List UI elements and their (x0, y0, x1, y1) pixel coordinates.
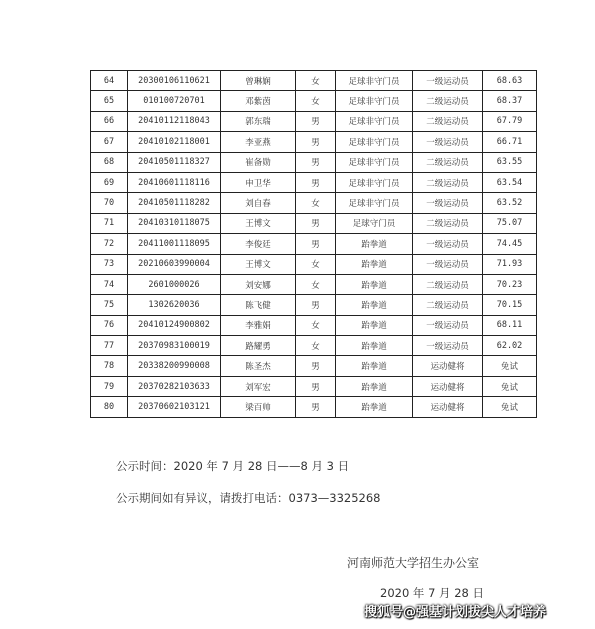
cell-level: 运动健将 (413, 376, 483, 396)
cell-level: 运动健将 (413, 356, 483, 376)
table-row (91, 71, 537, 91)
cell-name: 陈飞健 (221, 295, 296, 315)
cell-score: 63.52 (483, 193, 537, 213)
cell-number: 79 (91, 376, 128, 396)
cell-exam-id: 010100720701 (128, 91, 221, 111)
cell-level: 运动健将 (413, 397, 483, 417)
cell-level: 一级运动员 (413, 234, 483, 254)
cell-exam-id: 20410310118075 (128, 213, 221, 233)
cell-project: 足球守门员 (336, 213, 413, 233)
cell-number: 69 (91, 172, 128, 192)
cell-level: 二级运动员 (413, 152, 483, 172)
table-row (91, 234, 537, 254)
cell-exam-id: 20410501118327 (128, 152, 221, 172)
cell-exam-id: 20210603990004 (128, 254, 221, 274)
cell-level: 一级运动员 (413, 336, 483, 356)
notice-period-text: 公示时间：2020 年 7 月 28 日——8 月 3 日 (116, 459, 350, 473)
cell-name: 曾琳娴 (221, 71, 296, 91)
table-row (91, 111, 537, 131)
cell-gender: 女 (296, 315, 336, 335)
cell-gender: 男 (296, 172, 336, 192)
cell-project: 跆拳道 (336, 274, 413, 294)
cell-exam-id: 20410112118043 (128, 111, 221, 131)
cell-score: 75.07 (483, 213, 537, 233)
cell-exam-id: 20410501118282 (128, 193, 221, 213)
cell-project: 足球非守门员 (336, 111, 413, 131)
cell-score: 免试 (483, 356, 537, 376)
cell-name: 刘自春 (221, 193, 296, 213)
cell-level: 一级运动员 (413, 254, 483, 274)
notice-objection-text: 公示期间如有异议，请拨打电话：0373—3325268 (116, 491, 381, 505)
cell-project: 跆拳道 (336, 376, 413, 396)
cell-gender: 男 (296, 152, 336, 172)
cell-exam-id: 20410124900802 (128, 315, 221, 335)
cell-gender: 男 (296, 356, 336, 376)
cell-gender: 女 (296, 71, 336, 91)
cell-project: 足球非守门员 (336, 152, 413, 172)
cell-project: 跆拳道 (336, 336, 413, 356)
cell-gender: 男 (296, 397, 336, 417)
cell-score: 70.15 (483, 295, 537, 315)
cell-project: 跆拳道 (336, 397, 413, 417)
table-row (91, 213, 537, 233)
table-row (91, 376, 537, 396)
table-row (91, 132, 537, 152)
cell-gender: 女 (296, 193, 336, 213)
cell-project: 足球非守门员 (336, 132, 413, 152)
cell-gender: 男 (296, 376, 336, 396)
source-watermark: 搜狐号@强基计划拔尖人才培养 (364, 605, 547, 620)
cell-number: 73 (91, 254, 128, 274)
cell-gender: 男 (296, 111, 336, 131)
cell-gender: 男 (296, 234, 336, 254)
cell-level: 一级运动员 (413, 132, 483, 152)
table-row (91, 315, 537, 335)
cell-score: 68.11 (483, 315, 537, 335)
cell-name: 路耀勇 (221, 336, 296, 356)
cell-gender: 女 (296, 254, 336, 274)
cell-number: 78 (91, 356, 128, 376)
cell-number: 65 (91, 91, 128, 111)
cell-project: 足球非守门员 (336, 172, 413, 192)
cell-number: 66 (91, 111, 128, 131)
cell-name: 申卫华 (221, 172, 296, 192)
cell-name: 陈圣杰 (221, 356, 296, 376)
cell-level: 二级运动员 (413, 274, 483, 294)
cell-level: 一级运动员 (413, 193, 483, 213)
cell-name: 刘安娜 (221, 274, 296, 294)
cell-exam-id: 20411001118095 (128, 234, 221, 254)
cell-level: 二级运动员 (413, 111, 483, 131)
cell-score: 66.71 (483, 132, 537, 152)
cell-exam-id: 20338200990008 (128, 356, 221, 376)
table-row (91, 91, 537, 111)
cell-project: 足球非守门员 (336, 193, 413, 213)
table-row (91, 397, 537, 417)
cell-gender: 男 (296, 295, 336, 315)
cell-project: 足球非守门员 (336, 91, 413, 111)
cell-name: 李俊廷 (221, 234, 296, 254)
cell-score: 67.79 (483, 111, 537, 131)
cell-level: 二级运动员 (413, 213, 483, 233)
cell-number: 77 (91, 336, 128, 356)
cell-name: 梁百帅 (221, 397, 296, 417)
cell-gender: 男 (296, 132, 336, 152)
cell-score: 68.37 (483, 91, 537, 111)
cell-score: 68.63 (483, 71, 537, 91)
office-signature: 河南师范大学招生办公室 (347, 556, 480, 570)
table-row (91, 274, 537, 294)
cell-score: 62.02 (483, 336, 537, 356)
cell-project: 跆拳道 (336, 295, 413, 315)
cell-name: 李雅娟 (221, 315, 296, 335)
cell-score: 74.45 (483, 234, 537, 254)
cell-project: 足球非守门员 (336, 71, 413, 91)
cell-exam-id: 20370282103633 (128, 376, 221, 396)
cell-gender: 女 (296, 336, 336, 356)
cell-number: 74 (91, 274, 128, 294)
cell-gender: 女 (296, 274, 336, 294)
cell-score: 63.54 (483, 172, 537, 192)
cell-score: 免试 (483, 376, 537, 396)
cell-score: 71.93 (483, 254, 537, 274)
cell-number: 76 (91, 315, 128, 335)
cell-number: 75 (91, 295, 128, 315)
cell-number: 68 (91, 152, 128, 172)
cell-name: 郭东瑞 (221, 111, 296, 131)
cell-level: 二级运动员 (413, 91, 483, 111)
cell-exam-id: 20410601118116 (128, 172, 221, 192)
cell-level: 二级运动员 (413, 172, 483, 192)
cell-exam-id: 2601000026 (128, 274, 221, 294)
signature-date: 2020 年 7 月 28 日 (380, 586, 484, 600)
table-body (91, 71, 537, 418)
cell-score: 免试 (483, 397, 537, 417)
cell-exam-id: 20370602103121 (128, 397, 221, 417)
table-row (91, 254, 537, 274)
cell-number: 72 (91, 234, 128, 254)
cell-score: 70.23 (483, 274, 537, 294)
cell-exam-id: 1302620036 (128, 295, 221, 315)
table-row (91, 152, 537, 172)
cell-level: 一级运动员 (413, 315, 483, 335)
cell-number: 71 (91, 213, 128, 233)
table-row (91, 193, 537, 213)
cell-exam-id: 20410102118001 (128, 132, 221, 152)
cell-name: 邓紫茵 (221, 91, 296, 111)
cell-project: 跆拳道 (336, 234, 413, 254)
cell-name: 崔备勋 (221, 152, 296, 172)
cell-gender: 女 (296, 91, 336, 111)
cell-level: 一级运动员 (413, 71, 483, 91)
cell-name: 刘军宏 (221, 376, 296, 396)
table-row (91, 336, 537, 356)
admission-list-table (90, 70, 537, 418)
cell-level: 二级运动员 (413, 295, 483, 315)
cell-number: 67 (91, 132, 128, 152)
cell-score: 63.55 (483, 152, 537, 172)
cell-number: 70 (91, 193, 128, 213)
cell-exam-id: 20370983100019 (128, 336, 221, 356)
cell-project: 跆拳道 (336, 254, 413, 274)
cell-gender: 男 (296, 213, 336, 233)
cell-name: 王博文 (221, 213, 296, 233)
table-row (91, 356, 537, 376)
cell-number: 80 (91, 397, 128, 417)
cell-project: 跆拳道 (336, 315, 413, 335)
table-row (91, 172, 537, 192)
cell-number: 64 (91, 71, 128, 91)
table-row (91, 295, 537, 315)
cell-project: 跆拳道 (336, 356, 413, 376)
cell-name: 李亚燕 (221, 132, 296, 152)
cell-exam-id: 20300106110621 (128, 71, 221, 91)
cell-name: 王博文 (221, 254, 296, 274)
